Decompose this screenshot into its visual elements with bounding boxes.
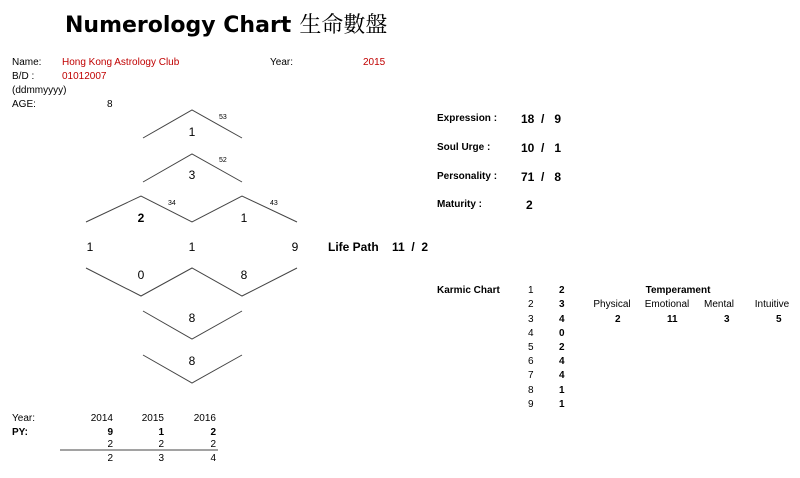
year-value: 2015 xyxy=(363,57,386,68)
diagram-lower-1: 8 xyxy=(188,311,196,325)
temperament-header-physical: Physical xyxy=(593,299,631,310)
age-value: 8 xyxy=(107,99,113,110)
diagram-lower-2: 8 xyxy=(188,354,196,368)
py-value: 4 xyxy=(210,453,216,464)
diagram-chevron-middle xyxy=(86,196,297,222)
py-value: 2 xyxy=(210,439,216,450)
diagram-right-value: 1 xyxy=(240,211,248,225)
life-path-label: Life Path xyxy=(328,240,379,254)
expression-value: 18 / 9 xyxy=(521,112,562,126)
karmic-number: 1 xyxy=(528,285,534,296)
diagram-left-value: 2 xyxy=(137,211,145,225)
temperament-emotional-value: 11 xyxy=(667,314,678,325)
diagram-bottom-left: 0 xyxy=(137,268,145,282)
diagram-v-bottom xyxy=(86,268,297,296)
py-value: 2 xyxy=(107,439,113,450)
karmic-count: 1 xyxy=(559,385,565,396)
py-value: 2 xyxy=(210,427,216,438)
diagram-top-value: 1 xyxy=(188,125,196,139)
karmic-count: 4 xyxy=(559,314,565,325)
py-label: PY: xyxy=(12,427,28,438)
karmic-number: 7 xyxy=(528,370,534,381)
py-value: 1 xyxy=(158,427,164,438)
year-label: Year: xyxy=(270,57,293,68)
karmic-chart-label: Karmic Chart xyxy=(437,285,500,296)
karmic-number: 5 xyxy=(528,342,534,353)
temperament-mental-value: 3 xyxy=(724,314,730,325)
karmic-number: 6 xyxy=(528,356,534,367)
karmic-number: 4 xyxy=(528,328,534,339)
karmic-count: 3 xyxy=(559,299,565,310)
temperament-label: Temperament xyxy=(645,285,711,296)
birthdate-label: B/D : xyxy=(12,71,35,82)
personality-value: 71 / 8 xyxy=(521,170,562,184)
karmic-number: 2 xyxy=(528,299,534,310)
diagram-right-small: 43 xyxy=(270,200,278,207)
diagram-row-right: 9 xyxy=(291,240,299,254)
diagram-second-value: 3 xyxy=(188,168,196,182)
karmic-number: 8 xyxy=(528,385,534,396)
name-label: Name: xyxy=(12,57,42,68)
birthdate-value: 01012007 xyxy=(62,71,107,82)
date-format-note: (ddmmyyyy) xyxy=(12,85,67,96)
py-year: 2016 xyxy=(193,413,216,424)
soul-urge-label: Soul Urge : xyxy=(437,142,491,153)
karmic-count: 1 xyxy=(559,399,565,410)
diagram-left-small: 34 xyxy=(168,200,176,207)
temperament-intuitive-value: 5 xyxy=(776,314,782,325)
name-value: Hong Kong Astrology Club xyxy=(62,57,180,68)
py-value: 3 xyxy=(158,453,164,464)
expression-label: Expression : xyxy=(437,113,498,124)
temperament-header-mental: Mental xyxy=(703,299,735,310)
karmic-count: 4 xyxy=(559,356,565,367)
py-value: 9 xyxy=(107,427,113,438)
karmic-number: 3 xyxy=(528,314,534,325)
maturity-label: Maturity : xyxy=(437,199,482,210)
temperament-header-intuitive: Intuitive xyxy=(754,299,790,310)
title-chinese: 生命數盤 xyxy=(299,13,388,38)
maturity-value: 2 xyxy=(526,198,533,212)
diagram-bottom-right: 8 xyxy=(240,268,248,282)
diagram-second-small: 52 xyxy=(219,157,227,164)
py-year-label: Year: xyxy=(12,413,35,424)
py-year: 2014 xyxy=(90,413,113,424)
soul-urge-value: 10 / 1 xyxy=(521,141,562,155)
temperament-header-emotional: Emotional xyxy=(644,299,690,310)
diagram-top-small: 53 xyxy=(219,114,227,121)
age-label: AGE: xyxy=(12,99,36,110)
title-text: Numerology Chart xyxy=(65,13,292,38)
karmic-count: 2 xyxy=(559,342,565,353)
py-value: 2 xyxy=(107,453,113,464)
personality-label: Personality : xyxy=(437,171,498,182)
diagram-row-left: 1 xyxy=(86,240,94,254)
karmic-count: 2 xyxy=(559,285,565,296)
karmic-number: 9 xyxy=(528,399,534,410)
temperament-physical-value: 2 xyxy=(615,314,621,325)
py-value: 2 xyxy=(158,439,164,450)
py-year: 2015 xyxy=(141,413,164,424)
karmic-count: 0 xyxy=(559,328,565,339)
life-path-value: 11 / 2 xyxy=(392,240,429,254)
diagram-row-mid: 1 xyxy=(188,240,196,254)
karmic-count: 4 xyxy=(559,370,565,381)
